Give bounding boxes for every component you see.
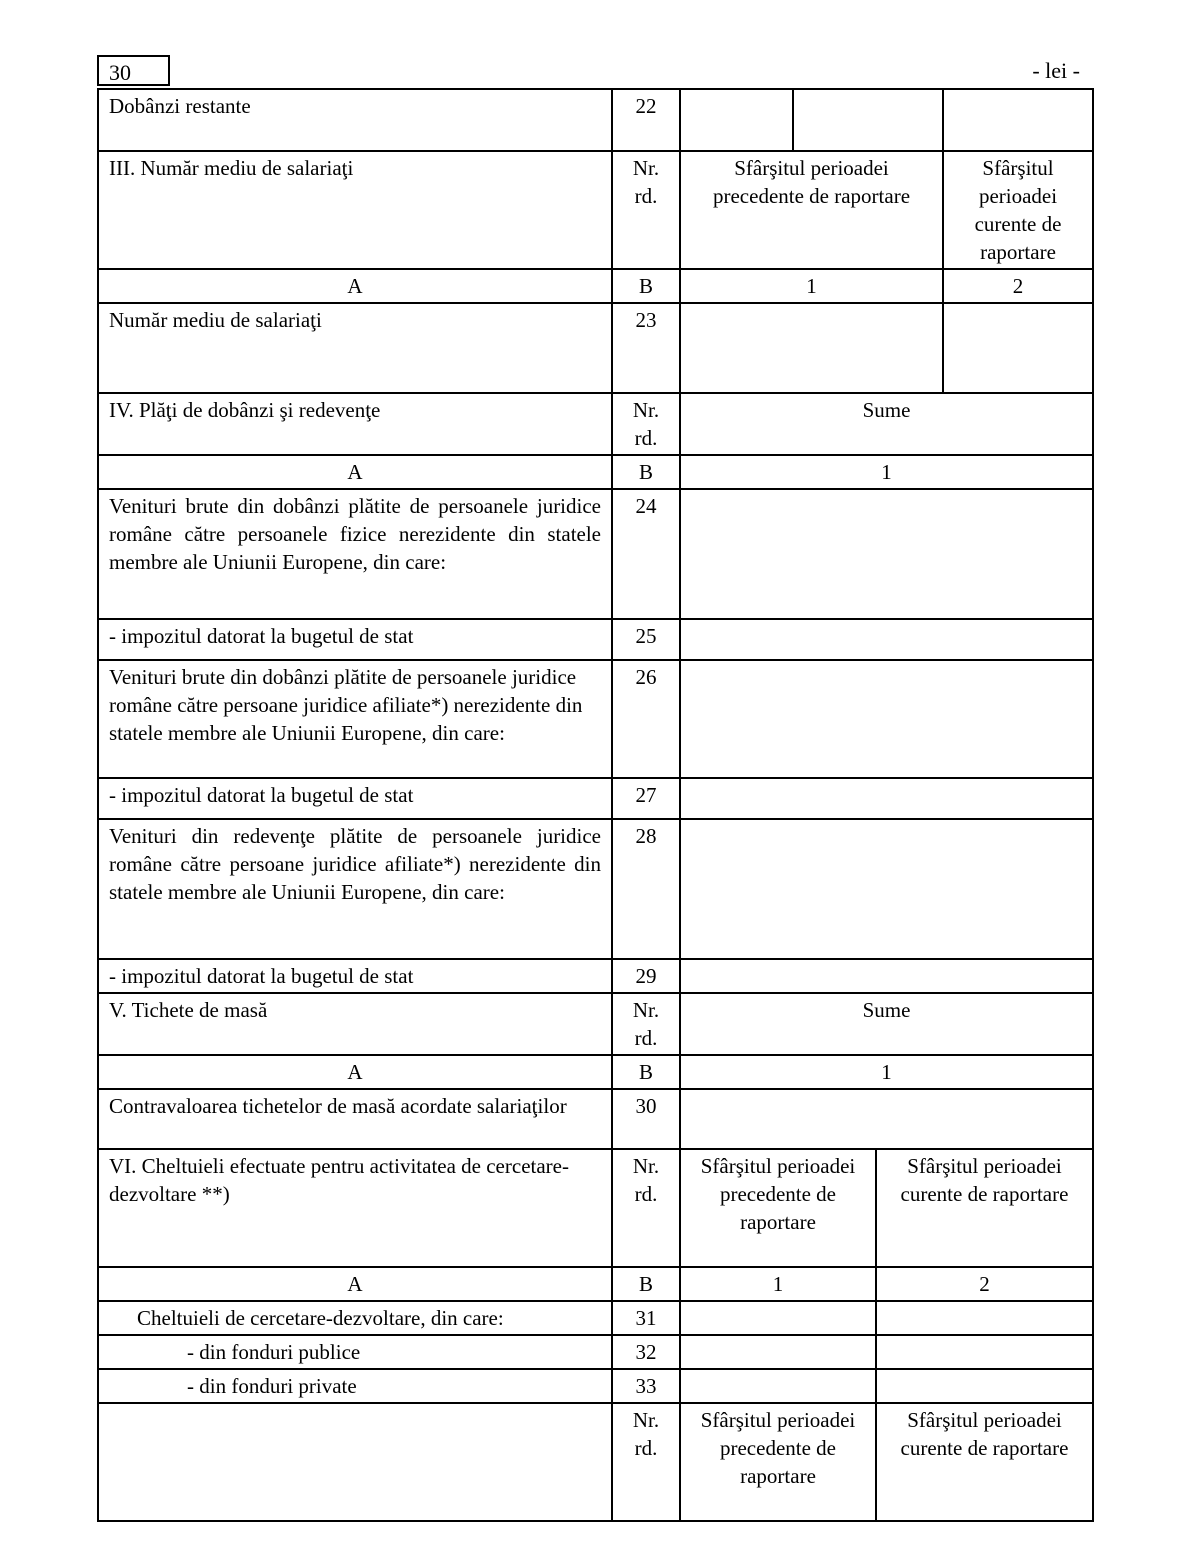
table-row-22 [98, 89, 1093, 151]
table-row-33 [98, 1369, 1093, 1403]
currency-label: - lei - [1032, 58, 1080, 83]
column-letter: A [98, 455, 612, 489]
value-cell[interactable] [680, 819, 1093, 959]
row-number: 31 [612, 1301, 680, 1335]
column-letter: 1 [680, 269, 943, 303]
column-letter: A [98, 269, 612, 303]
value-cell[interactable] [943, 89, 1093, 151]
row-number: 29 [612, 959, 680, 993]
column-letter: B [612, 1267, 680, 1301]
value-cell[interactable] [876, 1301, 1093, 1335]
row-number: 24 [612, 489, 680, 619]
value-cell[interactable] [680, 1335, 876, 1369]
section-title: III. Număr mediu de salariaţi [98, 151, 612, 269]
value-cell[interactable] [680, 489, 1093, 619]
column-header-nr: Nr. rd. [612, 993, 680, 1055]
column-header-sume: Sume [680, 993, 1093, 1055]
row-label: Venituri brute din dobânzi plătite de persoanele juridice române către persoane juridice afiliate*) nerezidente din statele membre ale Uniunii Europene, din care: [98, 660, 612, 778]
column-letter: B [612, 455, 680, 489]
column-letters-row [98, 1055, 1093, 1089]
section-title: VI. Cheltuieli efectuate pentru activitatea de cercetare-dezvoltare **) [98, 1149, 612, 1267]
column-header-nr: Nr. rd. [612, 393, 680, 455]
table-row-24 [98, 489, 1093, 619]
column-header-sume: Sume [680, 393, 1093, 455]
value-cell[interactable] [680, 1301, 876, 1335]
row-number: 33 [612, 1369, 680, 1403]
column-header-curr: Sfârşitul perioadei curente de raportare [876, 1403, 1093, 1521]
row-label: Venituri brute din dobânzi plătite de persoanele juridice române către persoanele fizice nerezidente din statele membre ale Uniunii Europene, din care: [98, 489, 612, 619]
row-label: Număr mediu de salariaţi [98, 303, 612, 393]
column-letter: 2 [943, 269, 1093, 303]
column-letter: B [612, 269, 680, 303]
column-letter: 1 [680, 455, 1093, 489]
table-row-30 [98, 1089, 1093, 1149]
row-number: 22 [612, 89, 680, 151]
row-number: 26 [612, 660, 680, 778]
empty-header-cell [98, 1403, 612, 1521]
value-cell[interactable] [680, 1369, 876, 1403]
row-number: 32 [612, 1335, 680, 1369]
value-cell[interactable] [680, 89, 793, 151]
column-letter: B [612, 1055, 680, 1089]
column-header-nr: Nr. rd. [612, 1403, 680, 1521]
row-label: - din fonduri private [98, 1369, 612, 1403]
row-label: - impozitul datorat la bugetul de stat [98, 619, 612, 660]
value-cell[interactable] [943, 303, 1093, 393]
column-letter: A [98, 1055, 612, 1089]
table-row-32 [98, 1335, 1093, 1369]
page-number: 30 [97, 55, 170, 86]
table-row-27 [98, 778, 1093, 819]
value-cell[interactable] [680, 303, 943, 393]
value-cell[interactable] [680, 660, 1093, 778]
column-letter: A [98, 1267, 612, 1301]
table-row-28 [98, 819, 1093, 959]
report-table [97, 88, 1094, 1522]
row-label: - din fonduri publice [98, 1335, 612, 1369]
column-letter: 2 [876, 1267, 1093, 1301]
column-header-nr: Nr. rd. [612, 1149, 680, 1267]
row-label: Venituri din redevenţe plătite de persoanele juridice române către persoane juridice afiliate*) nerezidente din statele membre ale Uniunii Europene, din care: [98, 819, 612, 959]
row-label: - impozitul datorat la bugetul de stat [98, 778, 612, 819]
table-row-26 [98, 660, 1093, 778]
column-letter: 1 [680, 1267, 876, 1301]
section-header-iv [98, 393, 1093, 455]
column-header-curr: Sfârşitul perioadei curente de raportare [943, 151, 1093, 269]
section-title: V. Tichete de masă [98, 993, 612, 1055]
table-row-29 [98, 959, 1093, 993]
value-cell[interactable] [680, 619, 1093, 660]
column-header-prev: Sfârşitul perioadei precedente de raportare [680, 1403, 876, 1521]
value-cell[interactable] [876, 1335, 1093, 1369]
column-header-curr: Sfârşitul perioadei curente de raportare [876, 1149, 1093, 1267]
column-header-prev: Sfârşitul perioadei precedente de raportare [680, 151, 943, 269]
value-cell[interactable] [680, 959, 1093, 993]
row-label: Contravaloarea tichetelor de masă acordate salariaţilor [98, 1089, 612, 1149]
row-label: Cheltuieli de cercetare-dezvoltare, din care: [98, 1301, 612, 1335]
row-number: 25 [612, 619, 680, 660]
section-title: IV. Plăţi de dobânzi şi redevenţe [98, 393, 612, 455]
value-cell[interactable] [680, 1089, 1093, 1149]
row-number: 27 [612, 778, 680, 819]
value-cell[interactable] [680, 778, 1093, 819]
table-row-31 [98, 1301, 1093, 1335]
value-cell[interactable] [876, 1369, 1093, 1403]
column-header-nr: Nr. rd. [612, 151, 680, 269]
column-header-prev: Sfârşitul perioadei precedente de raportare [680, 1149, 876, 1267]
table-row-23 [98, 303, 1093, 393]
section-header-v [98, 993, 1093, 1055]
table-row-25 [98, 619, 1093, 660]
row-number: 23 [612, 303, 680, 393]
column-letter: 1 [680, 1055, 1093, 1089]
column-letters-row [98, 269, 1093, 303]
row-label: Dobânzi restante [98, 89, 612, 151]
section-header-iii [98, 151, 1093, 269]
column-letters-row [98, 455, 1093, 489]
column-letters-row [98, 1267, 1093, 1301]
value-cell[interactable] [793, 89, 943, 151]
row-number: 28 [612, 819, 680, 959]
row-number: 30 [612, 1089, 680, 1149]
row-label: - impozitul datorat la bugetul de stat [98, 959, 612, 993]
section-header-next [98, 1403, 1093, 1521]
section-header-vi [98, 1149, 1093, 1267]
